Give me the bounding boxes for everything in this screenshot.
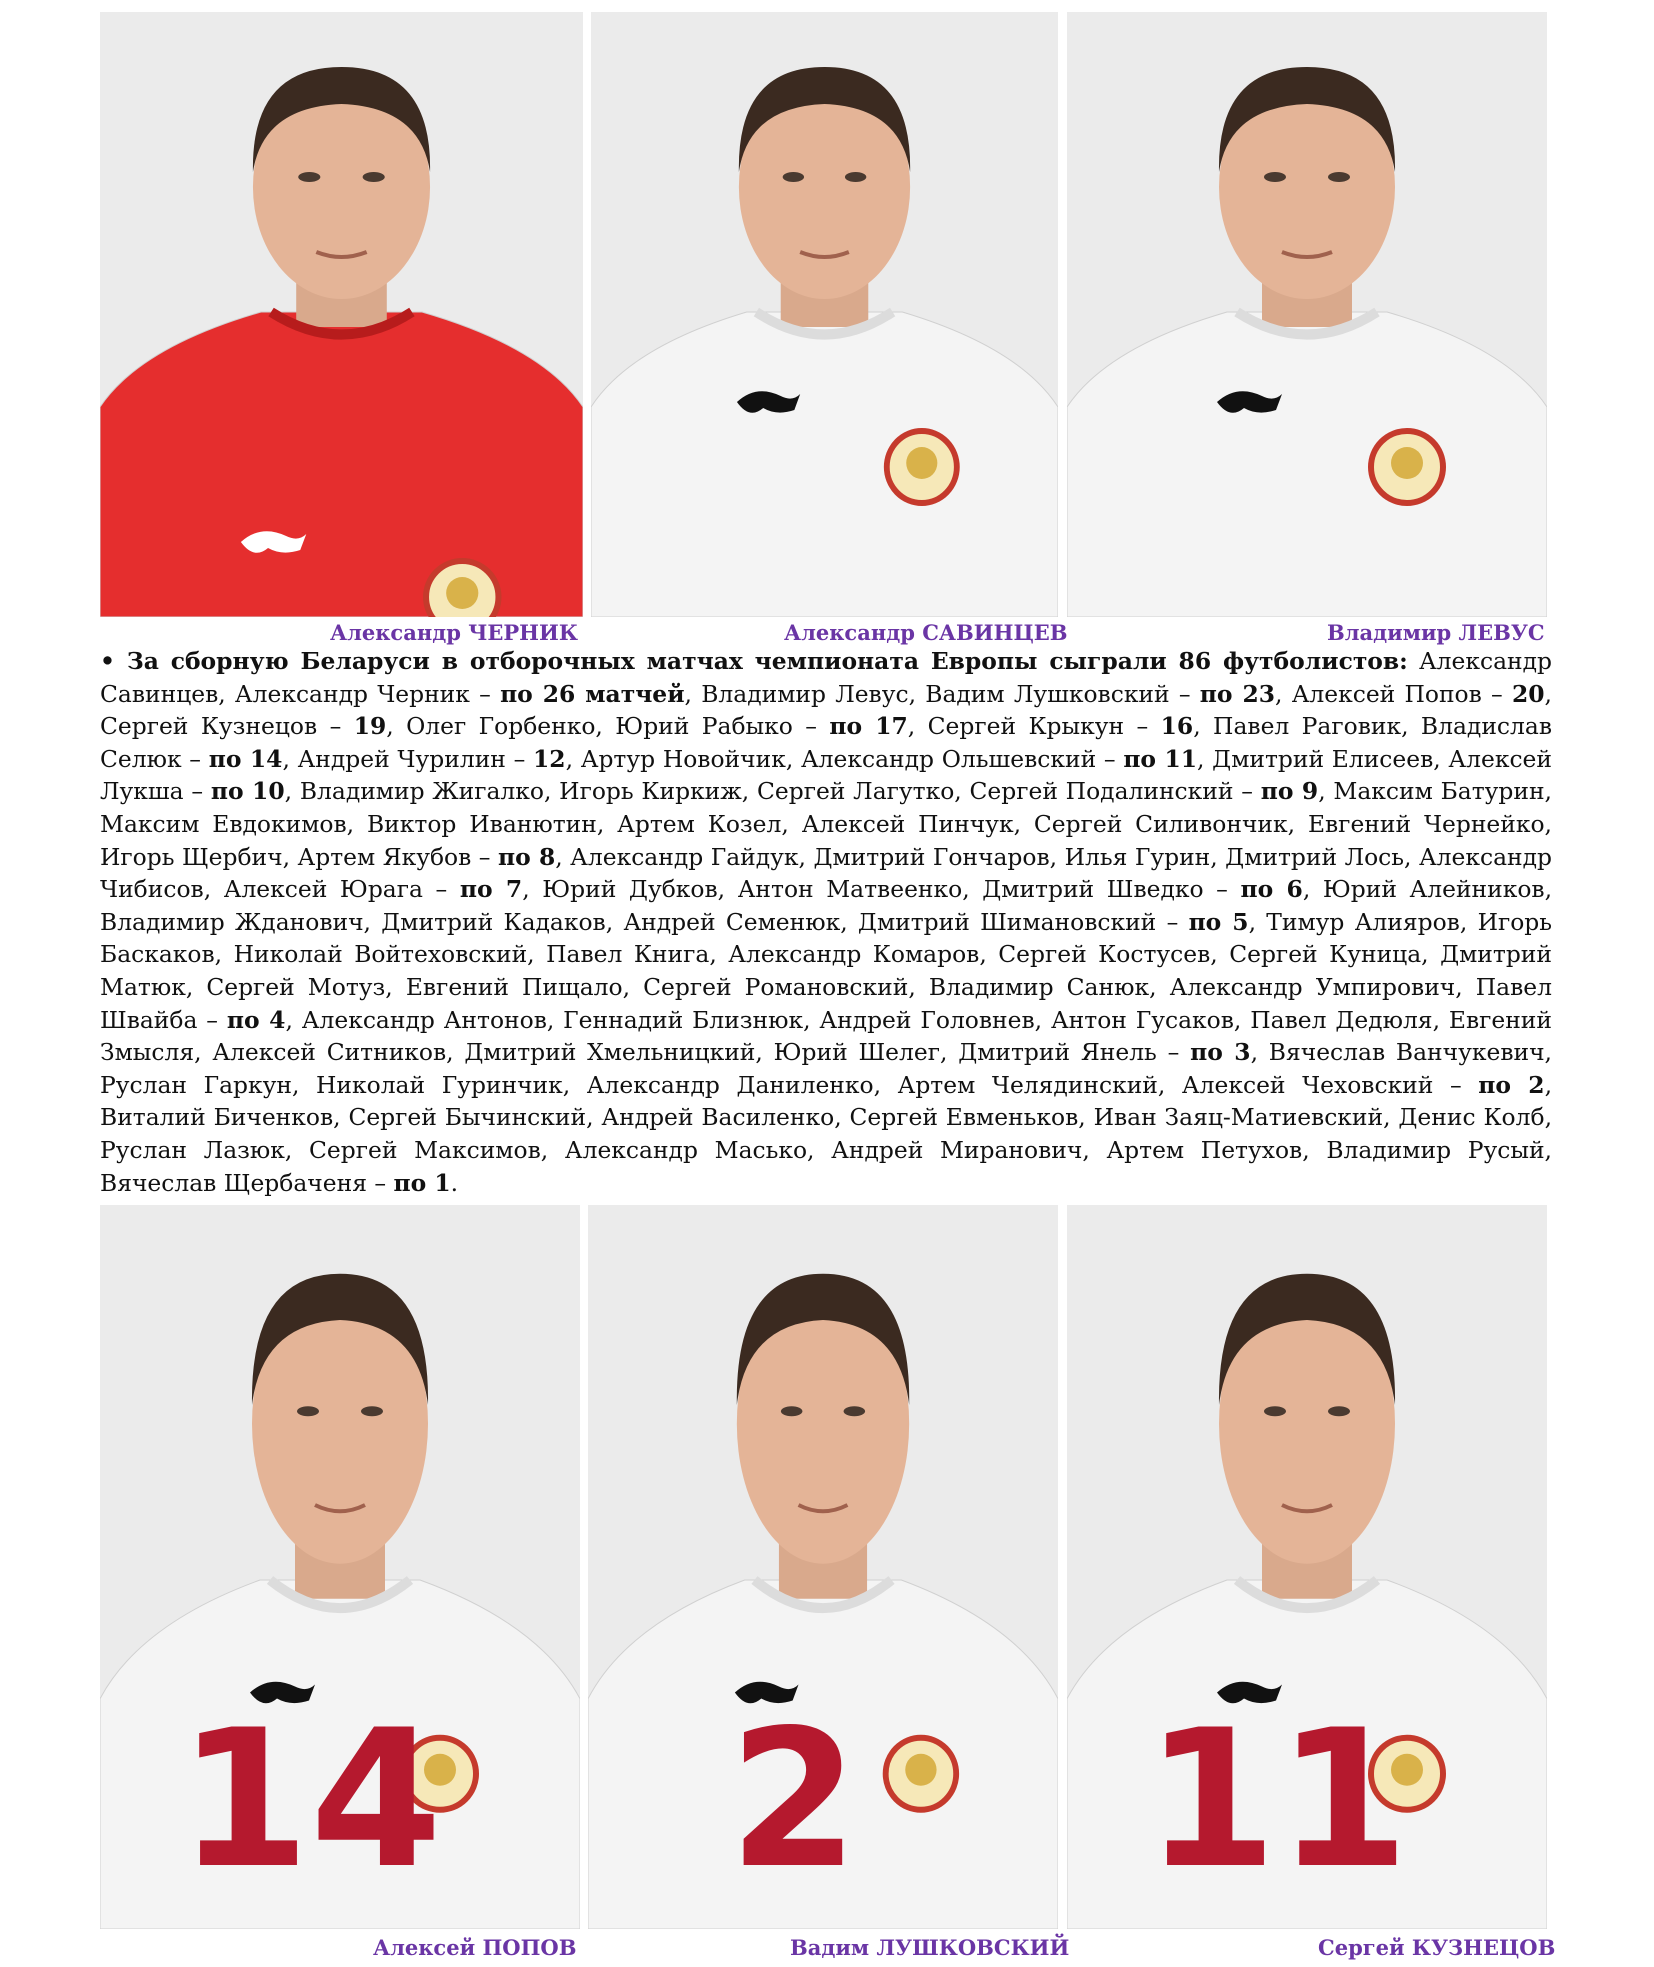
player-names: , Дмитрий Елисеев, Алексей Лукша –	[100, 744, 1552, 806]
player-names: , Алексей Попов –	[1275, 679, 1512, 708]
jersey	[100, 312, 583, 617]
player-names: , Андрей Чурилин –	[282, 744, 534, 773]
portrait-photo	[100, 12, 583, 617]
match-count: по 2	[1478, 1070, 1545, 1099]
match-count: по 11	[1123, 744, 1198, 773]
match-count: по 8	[498, 842, 556, 871]
left-eye	[1264, 1406, 1286, 1416]
left-eye	[297, 1406, 319, 1416]
caption-levus: Владимир ЛЕВУС	[1327, 620, 1545, 645]
player-names: , Павел Раговик, Владислав Селюк –	[100, 712, 1552, 773]
player-names: , Максим Батурин, Максим Евдокимов, Виктор Иванютин, Артем Козел, Алексей Пинчук, Сергей Силивончик, Евгений Чернейко, Игорь Щербич, Артем Якубов –	[100, 777, 1552, 871]
match-count: 19	[353, 712, 387, 741]
left-eye	[298, 172, 320, 182]
jersey-number: 2	[728, 1689, 859, 1911]
player-names: , Сергей Крыкун –	[907, 712, 1161, 741]
portrait-photo	[591, 12, 1058, 617]
jersey-number: 11	[1144, 1689, 1410, 1910]
match-count: по 14	[208, 744, 283, 773]
caption-lushkovsky: Вадим ЛУШКОВСКИЙ	[790, 1935, 1070, 1960]
left-eye	[783, 172, 804, 182]
portrait-photo	[1067, 1205, 1547, 1929]
player-names: , Тимур Алияров, Игорь Баскаков, Николай Войтеховский, Павел Книга, Александр Комаров, Сергей Костусев, Сергей Куница, Дмитрий Матюк, Сергей Мотуз, Евгений Пищало, Сергей Романовский, Владимир Санюк, Александр Умпирович, Павел Швайба –	[100, 907, 1553, 1034]
portrait-photo	[100, 1205, 580, 1929]
paragraph-body	[100, 647, 1552, 1197]
caption-popov: Алексей ПОПОВ	[373, 1935, 577, 1960]
player-names: .	[450, 1168, 459, 1197]
match-count: по 6	[1240, 875, 1303, 904]
right-eye	[845, 172, 866, 182]
match-count: по 9	[1260, 777, 1319, 806]
left-eye	[781, 1406, 803, 1416]
photo-popov	[100, 1205, 580, 1929]
photo-lushkovsky	[588, 1205, 1058, 1929]
belarus-emblem-icon	[1391, 447, 1423, 479]
left-eye	[1264, 172, 1286, 182]
match-count: по 10	[210, 777, 285, 806]
player-names: , Вячеслав Ванчукевич, Руслан Гаркун, Николай Гуринчик, Александр Даниленко, Артем Челядинский, Алексей Чеховский –	[100, 1038, 1552, 1099]
player-names: , Юрий Алейников, Владимир Жданович, Дмитрий Кадаков, Андрей Семенюк, Дмитрий Шимановский –	[100, 875, 1553, 936]
jersey	[591, 312, 1058, 617]
match-count: по 3	[1190, 1038, 1251, 1067]
player-names: , Владимир Левус, Вадим Лушковский –	[684, 679, 1200, 708]
right-eye	[1328, 172, 1350, 182]
paragraph-lead: За сборную Беларуси в отборочных матчах чемпионата Европы сыграли 86 футболистов:	[126, 647, 1408, 675]
match-count: по 5	[1188, 907, 1249, 936]
jersey	[1067, 312, 1547, 617]
player-names: , Виталий Биченков, Сергей Бычинский, Андрей Василенко, Сергей Евменьков, Иван Заяц-Матиевский, Денис Колб, Руслан Лазюк, Сергей Максимов, Александр Масько, Андрей Миранович, Артем Петухов, Владимир Русый, Вячеслав Щербаченя –	[100, 1070, 1553, 1197]
photo-chernik	[100, 12, 583, 617]
photo-savintsev	[591, 12, 1058, 617]
belarus-emblem-icon	[446, 577, 478, 609]
portrait-photo	[588, 1205, 1058, 1929]
right-eye	[844, 1406, 866, 1416]
player-names: , Владимир Жигалко, Игорь Киркиж, Сергей Лагутко, Сергей Подалинский –	[284, 777, 1261, 806]
belarus-emblem-icon	[905, 1754, 936, 1786]
player-names: , Артур Новойчик, Александр Ольшевский –	[565, 744, 1124, 773]
match-count: 20	[1511, 679, 1545, 708]
match-count: по 23	[1199, 679, 1276, 708]
match-count: по 26 матчей	[500, 679, 685, 708]
player-names: , Александр Антонов, Геннадий Близнюк, Андрей Головнев, Антон Гусаков, Павел Дедюля, Евгений Змысля, Алексей Ситников, Дмитрий Хмельницкий, Юрий Шелег, Дмитрий Янель –	[100, 1005, 1552, 1067]
player-names: , Александр Гайдук, Дмитрий Гончаров, Илья Гурин, Дмитрий Лось, Александр Чибисов, Алексей Юрага –	[100, 842, 1553, 904]
player-names: , Юрий Дубков, Антон Матвеенко, Дмитрий Шведко –	[522, 875, 1241, 904]
match-count: 16	[1160, 712, 1194, 741]
match-count: по 7	[459, 875, 523, 904]
jersey-number: 14	[177, 1689, 443, 1910]
player-names: , Олег Горбенко, Юрий Рабыко –	[386, 712, 830, 741]
match-count: по 4	[226, 1005, 286, 1034]
right-eye	[363, 172, 385, 182]
photo-kuznetsov	[1067, 1205, 1547, 1929]
caption-savintsev: Александр САВИНЦЕВ	[784, 620, 1068, 645]
match-count: по 17	[829, 712, 908, 741]
photo-levus	[1067, 12, 1547, 617]
belarus-emblem-icon	[906, 447, 937, 479]
bullet: •	[100, 647, 115, 675]
caption-kuznetsov: Сергей КУЗНЕЦОВ	[1318, 1935, 1556, 1960]
player-names: Александр Савинцев, Александр Черник –	[100, 647, 1552, 708]
portrait-photo	[1067, 12, 1547, 617]
right-eye	[361, 1406, 383, 1416]
match-count: по 1	[393, 1168, 451, 1197]
right-eye	[1328, 1406, 1350, 1416]
match-count: 12	[533, 744, 566, 773]
caption-chernik: Александр ЧЕРНИК	[330, 620, 578, 645]
player-names: , Сергей Кузнецов –	[100, 679, 1552, 741]
players-paragraph	[100, 645, 1552, 1199]
